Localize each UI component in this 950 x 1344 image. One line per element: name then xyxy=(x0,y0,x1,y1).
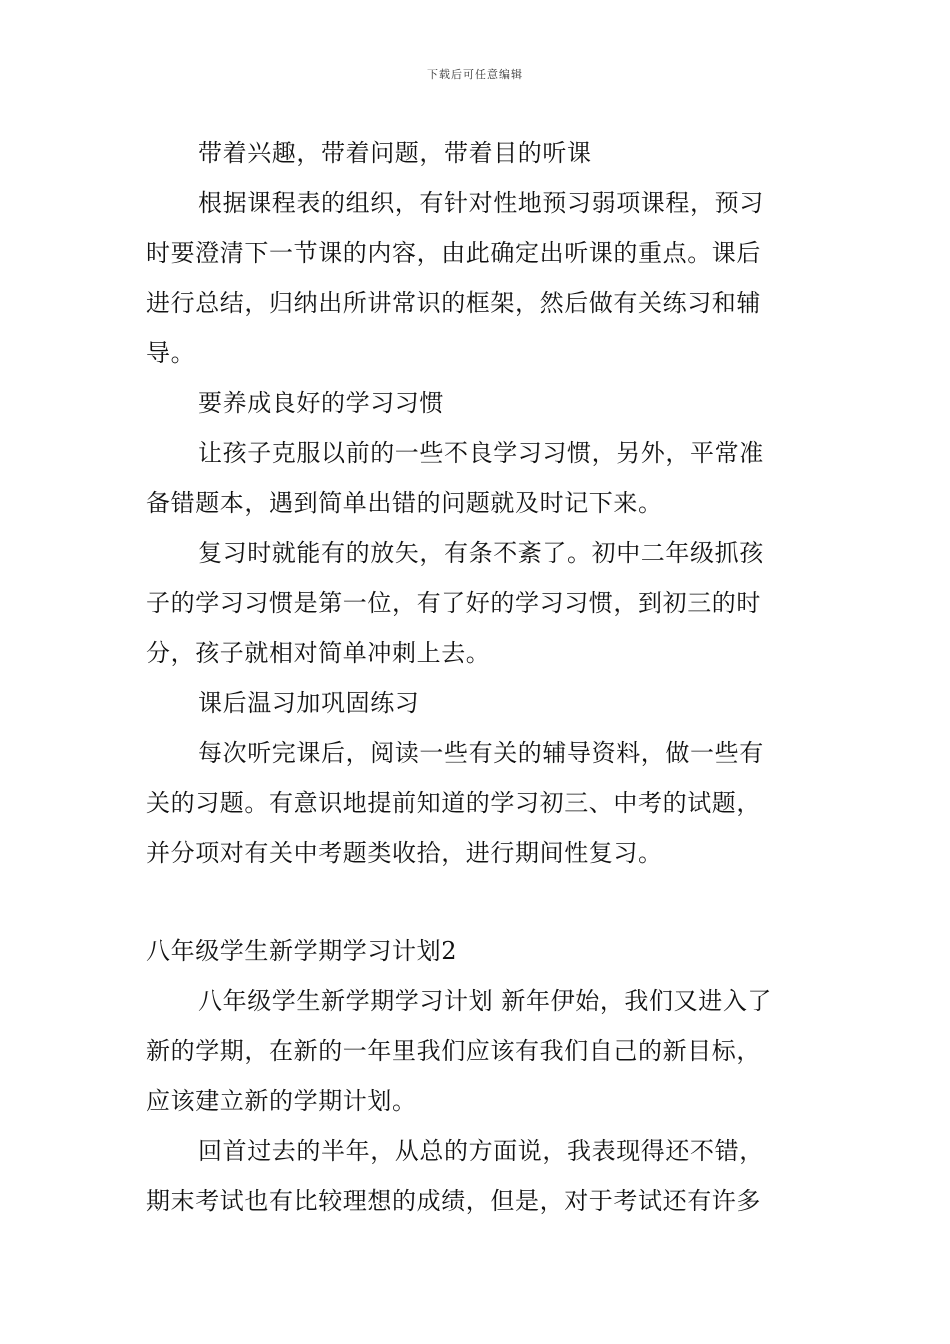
paragraph-line: 期末考试也有比较理想的成绩，但是，对于考试还有许多 xyxy=(146,1187,761,1215)
paragraph-line: 八年级学生新学期学习计划 新年伊始，我们又进入了 xyxy=(198,987,773,1015)
heading-listen-with-interest: 带着兴趣，带着问题，带着目的听课 xyxy=(198,139,592,167)
paragraph-line: 关的习题。有意识地提前知道的学习初三、中考的试题， xyxy=(146,789,761,817)
heading-review-practice: 课后温习加巩固练习 xyxy=(198,689,420,717)
section-title: 八年级学生新学期学习计划2 xyxy=(146,937,458,965)
paragraph-line: 并分项对有关中考题类收拾，进行期间性复习。 xyxy=(146,839,663,867)
paragraph-line: 回首过去的半年，从总的方面说，我表现得还不错， xyxy=(198,1137,764,1165)
paragraph-line: 新的学期，在新的一年里我们应该有我们自己的新目标， xyxy=(146,1037,761,1065)
page-header-note: 下载后可任意编辑 xyxy=(427,68,523,81)
paragraph-line: 复习时就能有的放矢，有条不紊了。初中二年级抓孩 xyxy=(198,539,764,567)
heading-good-habits: 要养成良好的学习习惯 xyxy=(198,389,444,417)
paragraph-line: 分，孩子就相对简单冲刺上去。 xyxy=(146,639,491,667)
paragraph-line: 时要澄清下一节课的内容，由此确定出听课的重点。课后 xyxy=(146,239,761,267)
paragraph-line: 应该建立新的学期计划。 xyxy=(146,1087,417,1115)
paragraph-line: 导。 xyxy=(146,339,196,367)
paragraph-line: 备错题本，遇到简单出错的问题就及时记下来。 xyxy=(146,489,663,517)
paragraph-line: 让孩子克服以前的一些不良学习习惯，另外，平常准 xyxy=(198,439,764,467)
paragraph-line: 每次听完课后，阅读一些有关的辅导资料，做一些有 xyxy=(198,739,764,767)
paragraph-line: 根据课程表的组织，有针对性地预习弱项课程，预习 xyxy=(198,189,764,217)
document-body xyxy=(146,128,810,1226)
paragraph-line: 子的学习习惯是第一位，有了好的学习习惯，到初三的时 xyxy=(146,589,761,617)
paragraph-line: 进行总结，归纳出所讲常识的框架，然后做有关练习和辅 xyxy=(146,289,761,317)
section-gap xyxy=(146,878,810,926)
